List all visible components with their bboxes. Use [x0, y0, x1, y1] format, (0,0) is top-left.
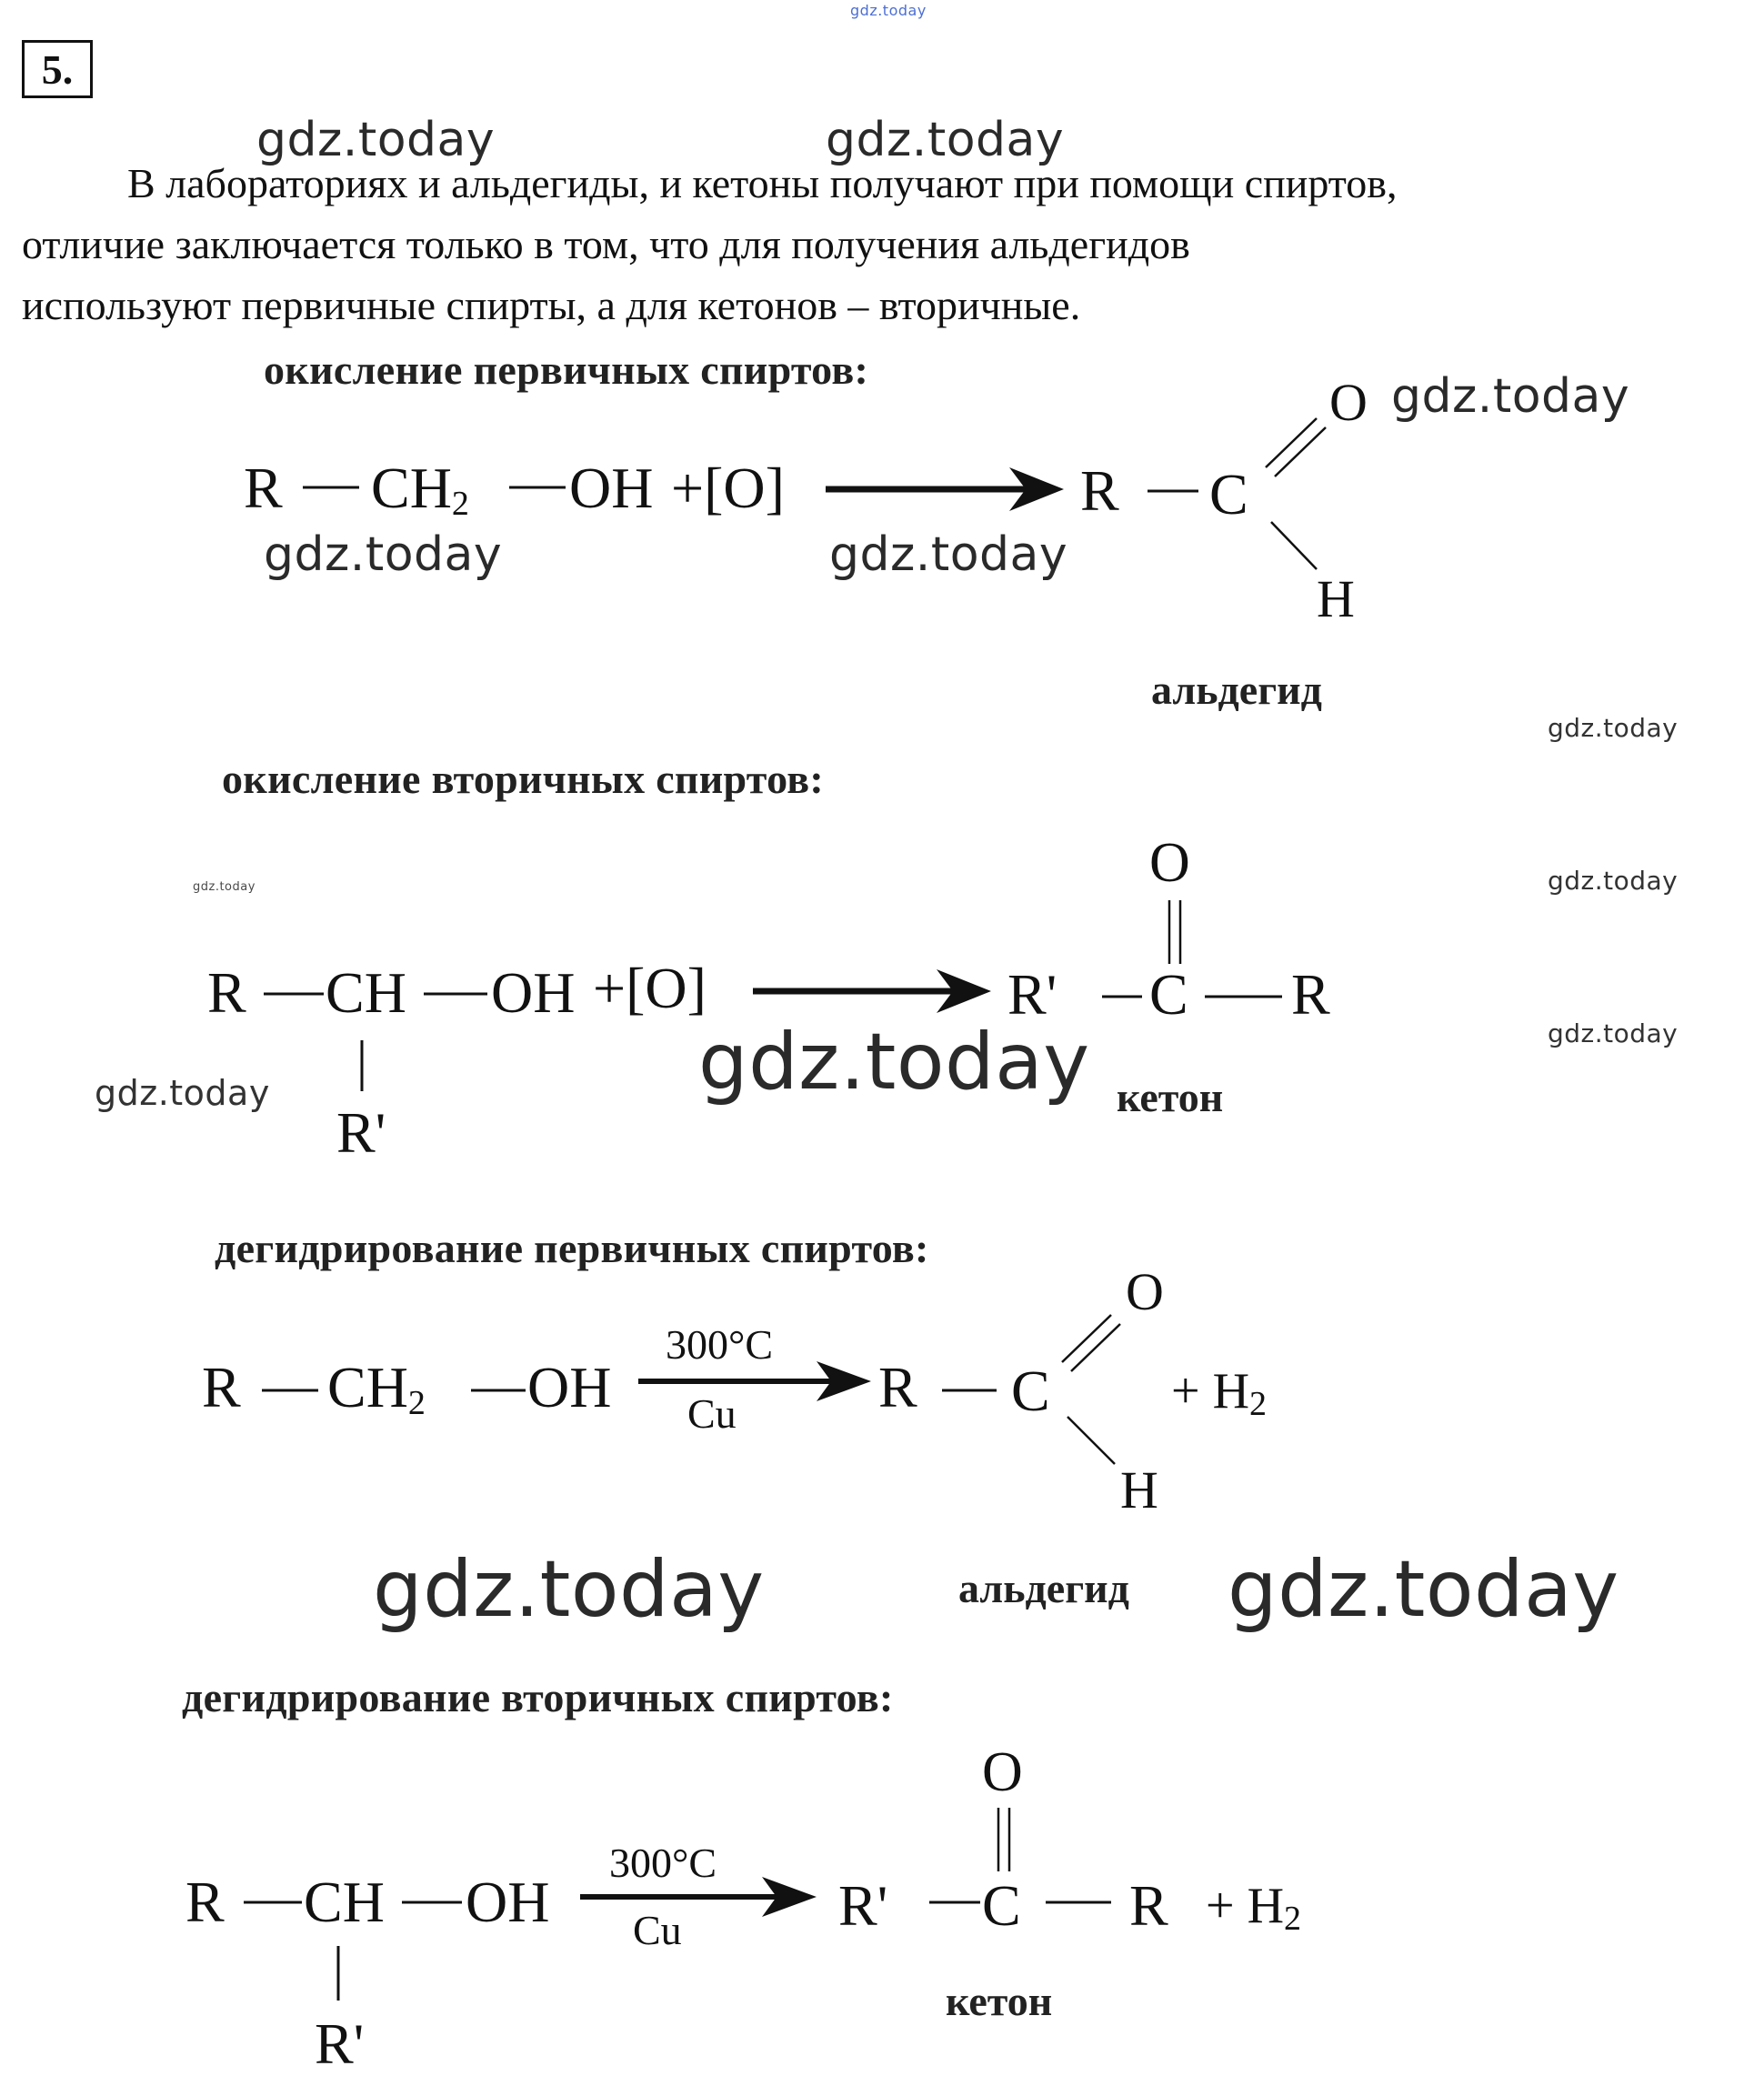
reaction-4-product-r2: R	[1129, 1873, 1168, 1938]
watermark: gdz.today	[1228, 1544, 1619, 1635]
reaction-2-oh: OH	[491, 960, 576, 1025]
watermark: gdz.today	[1391, 369, 1630, 424]
reaction-1-oh: OH	[569, 456, 654, 520]
reaction-2-product-r1: R'	[1007, 962, 1057, 1027]
watermark: gdz.today	[193, 880, 256, 894]
intro-line-2: отличие заключается только в том, что для получения альдегидов	[22, 221, 1190, 267]
reaction-1-reagent: +[O]	[671, 456, 785, 520]
reaction-4-heading: дегидрирование вторичных спиртов:	[182, 1674, 894, 1720]
watermark: gdz.today	[373, 1544, 765, 1635]
reaction-2-reagent: +[O]	[593, 956, 707, 1020]
reaction-4-product-c: C	[982, 1873, 1021, 1938]
reaction-3-product-o: O	[1126, 1262, 1164, 1321]
watermark: gdz.today	[256, 113, 496, 167]
reaction-1-product-label: альдегид	[1151, 667, 1322, 713]
intro-line-1: В лабораториях и альдегиды, и кетоны получают при помощи спиртов,	[127, 160, 1398, 206]
reaction-3-condition-temp: 300°C	[666, 1321, 774, 1368]
watermark: gdz.today	[829, 527, 1068, 582]
reaction-2-heading: окисление вторичных спиртов:	[222, 756, 825, 802]
reaction-3-product-r: R	[878, 1355, 917, 1419]
watermark: gdz.today	[1548, 1018, 1679, 1048]
reaction-2-substituent: R'	[336, 1100, 386, 1165]
reaction-1-product-o: O	[1329, 373, 1368, 432]
reaction-4-product-r1: R'	[838, 1873, 888, 1938]
reaction-1-product-h: H	[1317, 569, 1355, 628]
reaction-1-ch2: $CH_2$	[371, 456, 469, 523]
task-number: 5.	[22, 40, 93, 98]
reaction-3-condition-catalyst: Cu	[687, 1390, 737, 1437]
reaction-4-substituent: R'	[315, 2011, 365, 2076]
watermark-top: gdz.today	[850, 2, 927, 19]
reaction-4-product-label: кетон	[946, 1978, 1053, 2024]
watermark: gdz.today	[264, 527, 503, 582]
reaction-4-product-o: O	[982, 1741, 1023, 1803]
intro-line-3: используют первичные спирты, а для кетонов – вторичные.	[22, 282, 1081, 328]
reaction-1-reactant-r: R	[244, 456, 283, 520]
reaction-3-oh: OH	[527, 1355, 612, 1419]
reaction-2-product-o: O	[1149, 832, 1190, 894]
reaction-4-condition-catalyst: Cu	[633, 1907, 682, 1953]
reaction-1-product-c: C	[1209, 462, 1248, 527]
reaction-4-reactant-r: R	[185, 1870, 225, 1934]
reaction-4-oh: OH	[466, 1870, 550, 1934]
watermark: gdz.today	[1548, 713, 1679, 743]
reaction-3-byproduct: + $H_2$	[1171, 1363, 1268, 1423]
reaction-3-product-h: H	[1120, 1460, 1158, 1519]
watermark: gdz.today	[1548, 866, 1679, 896]
watermark: gdz.today	[826, 113, 1065, 167]
reaction-2-product-r2: R	[1291, 962, 1330, 1027]
reaction-3-product-c: C	[1011, 1359, 1050, 1423]
reaction-2-product-label: кетон	[1117, 1074, 1224, 1120]
reaction-4-ch: CH	[304, 1870, 385, 1934]
reaction-2-reactant-r: R	[207, 960, 246, 1025]
reaction-2-ch: CH	[326, 960, 406, 1025]
reaction-3-product-label: альдегид	[958, 1565, 1129, 1611]
reaction-4-condition-temp: 300°C	[609, 1840, 717, 1886]
reaction-3-heading: дегидрирование первичных спиртов:	[215, 1225, 929, 1271]
reaction-1-product-r: R	[1080, 458, 1119, 523]
reaction-3-reactant-r: R	[202, 1355, 241, 1419]
reaction-4-byproduct: + $H_2$	[1206, 1878, 1302, 1938]
reaction-1-heading: окисление первичных спиртов:	[264, 346, 869, 393]
reaction-2-product-c: C	[1149, 962, 1188, 1027]
watermark: gdz.today	[95, 1073, 270, 1113]
watermark: gdz.today	[698, 1017, 1090, 1108]
reaction-3-ch2: $CH_2$	[327, 1355, 426, 1422]
